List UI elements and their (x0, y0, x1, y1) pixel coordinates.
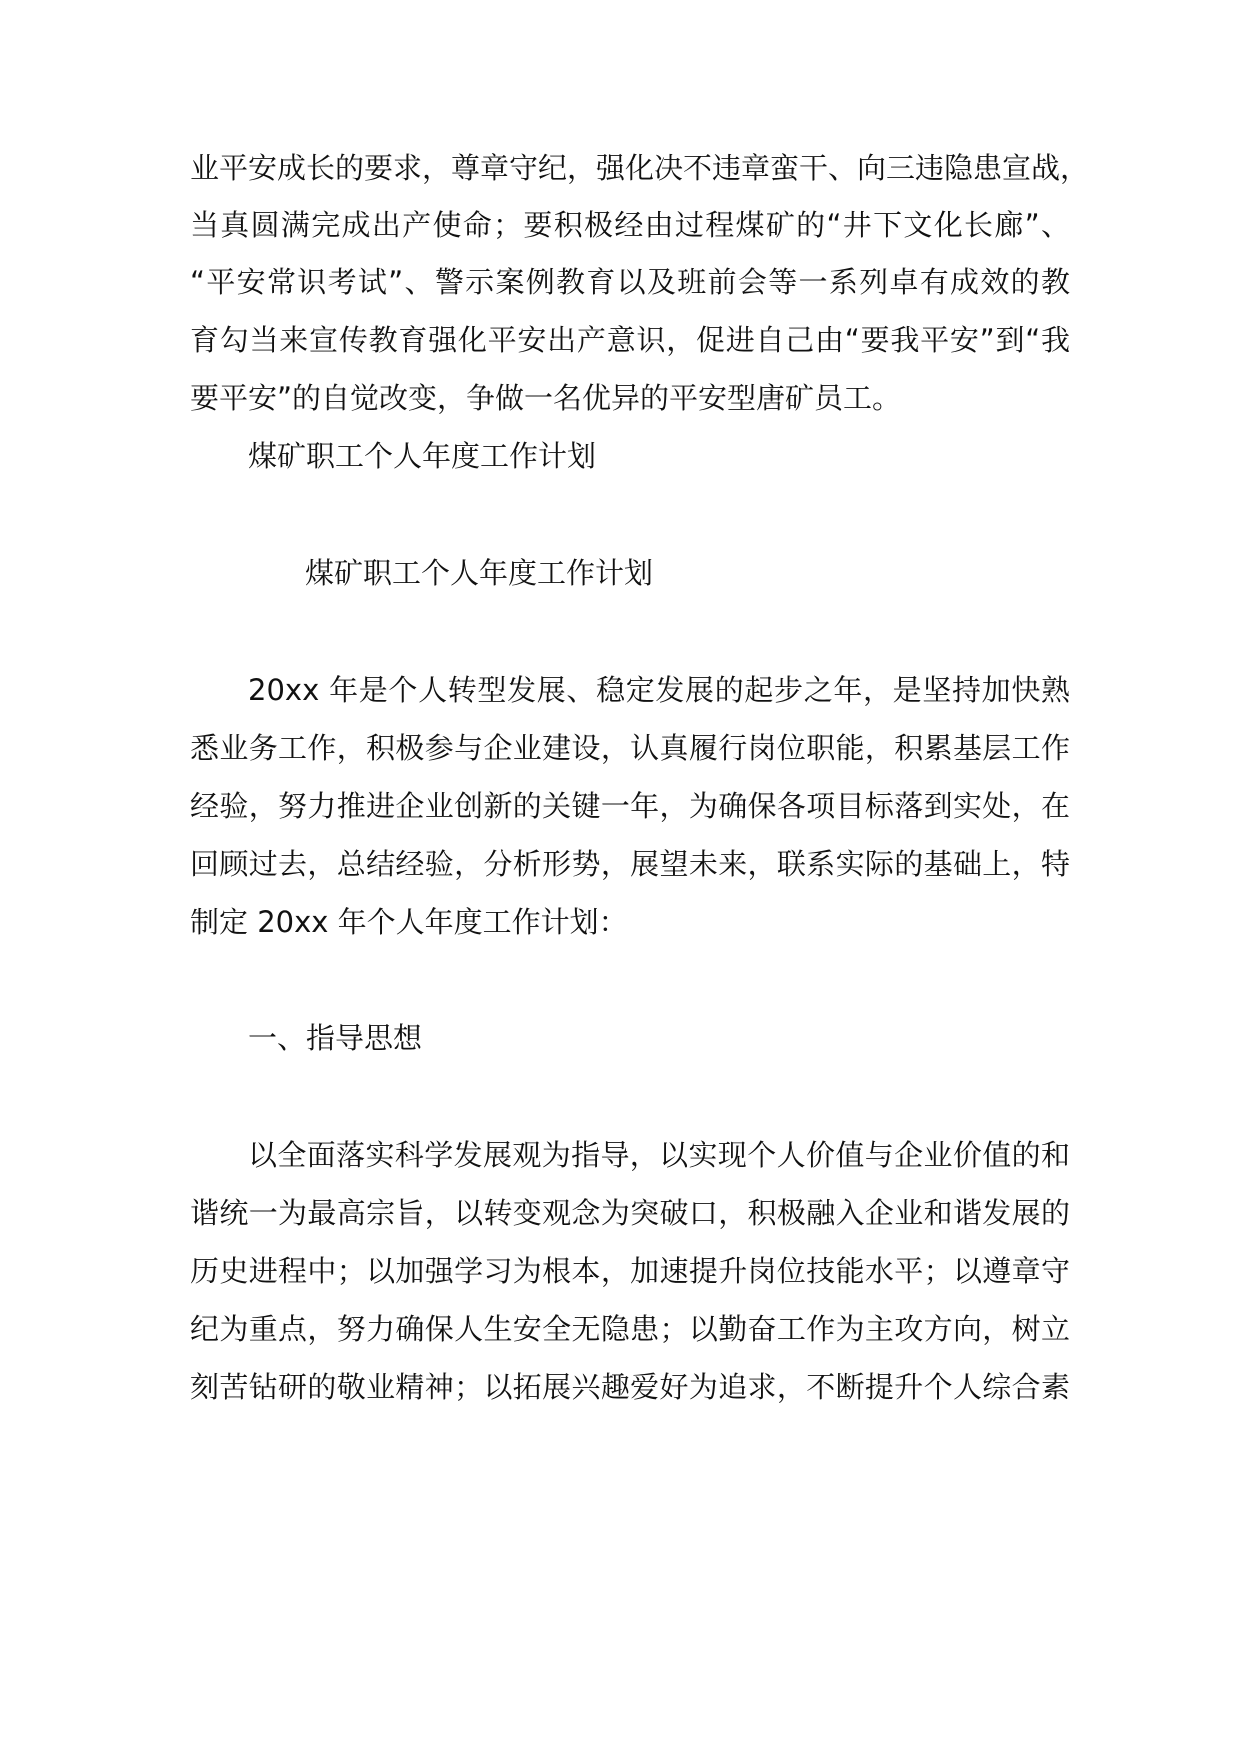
paragraph-line: 当真圆满完成出产使命；要积极经由过程煤矿的“井下文化长廊”、 (190, 208, 1070, 242)
section-caption: 煤矿职工个人年度工作计划 (248, 439, 597, 473)
paragraph-line: 经验，努力推进企业创新的关键一年，为确保各项目标落到实处，在 (190, 789, 1070, 823)
paragraph-line: 育勾当来宣传教育强化平安出产意识，促进自己由“要我平安”到“我 (190, 323, 1070, 357)
section-heading: 一、指导思想 (248, 1021, 423, 1055)
paragraph-line: 业平安成长的要求，尊章守纪，强化决不违章蛮干、向三违隐患宣战， (190, 151, 1090, 185)
paragraph-line: 20xx 年是个人转型发展、稳定发展的起步之年，是坚持加快熟 (248, 673, 1070, 707)
paragraph-line: “平安常识考试”、警示案例教育以及班前会等一系列卓有成效的教 (190, 265, 1070, 299)
paragraph-line: 刻苦钻研的敬业精神；以拓展兴趣爱好为追求，不断提升个人综合素 (190, 1370, 1070, 1404)
paragraph-line: 悉业务工作，积极参与企业建设，认真履行岗位职能，积累基层工作 (190, 731, 1070, 765)
paragraph-line: 以全面落实科学发展观为指导，以实现个人价值与企业价值的和 (248, 1138, 1070, 1172)
document-title: 煤矿职工个人年度工作计划 (305, 556, 654, 590)
paragraph-line: 历史进程中；以加强学习为根本，加速提升岗位技能水平；以遵章守 (190, 1254, 1070, 1288)
paragraph-line: 纪为重点，努力确保人生安全无隐患；以勤奋工作为主攻方向，树立 (190, 1312, 1070, 1346)
paragraph-line: 要平安”的自觉改变，争做一名优异的平安型唐矿员工。 (190, 381, 902, 415)
paragraph-line: 谐统一为最高宗旨，以转变观念为突破口，积极融入企业和谐发展的 (190, 1196, 1070, 1230)
paragraph-line: 制定 20xx 年个人年度工作计划： (190, 905, 628, 939)
paragraph-line: 回顾过去，总结经验，分析形势，展望未来，联系实际的基础上，特 (190, 847, 1070, 881)
